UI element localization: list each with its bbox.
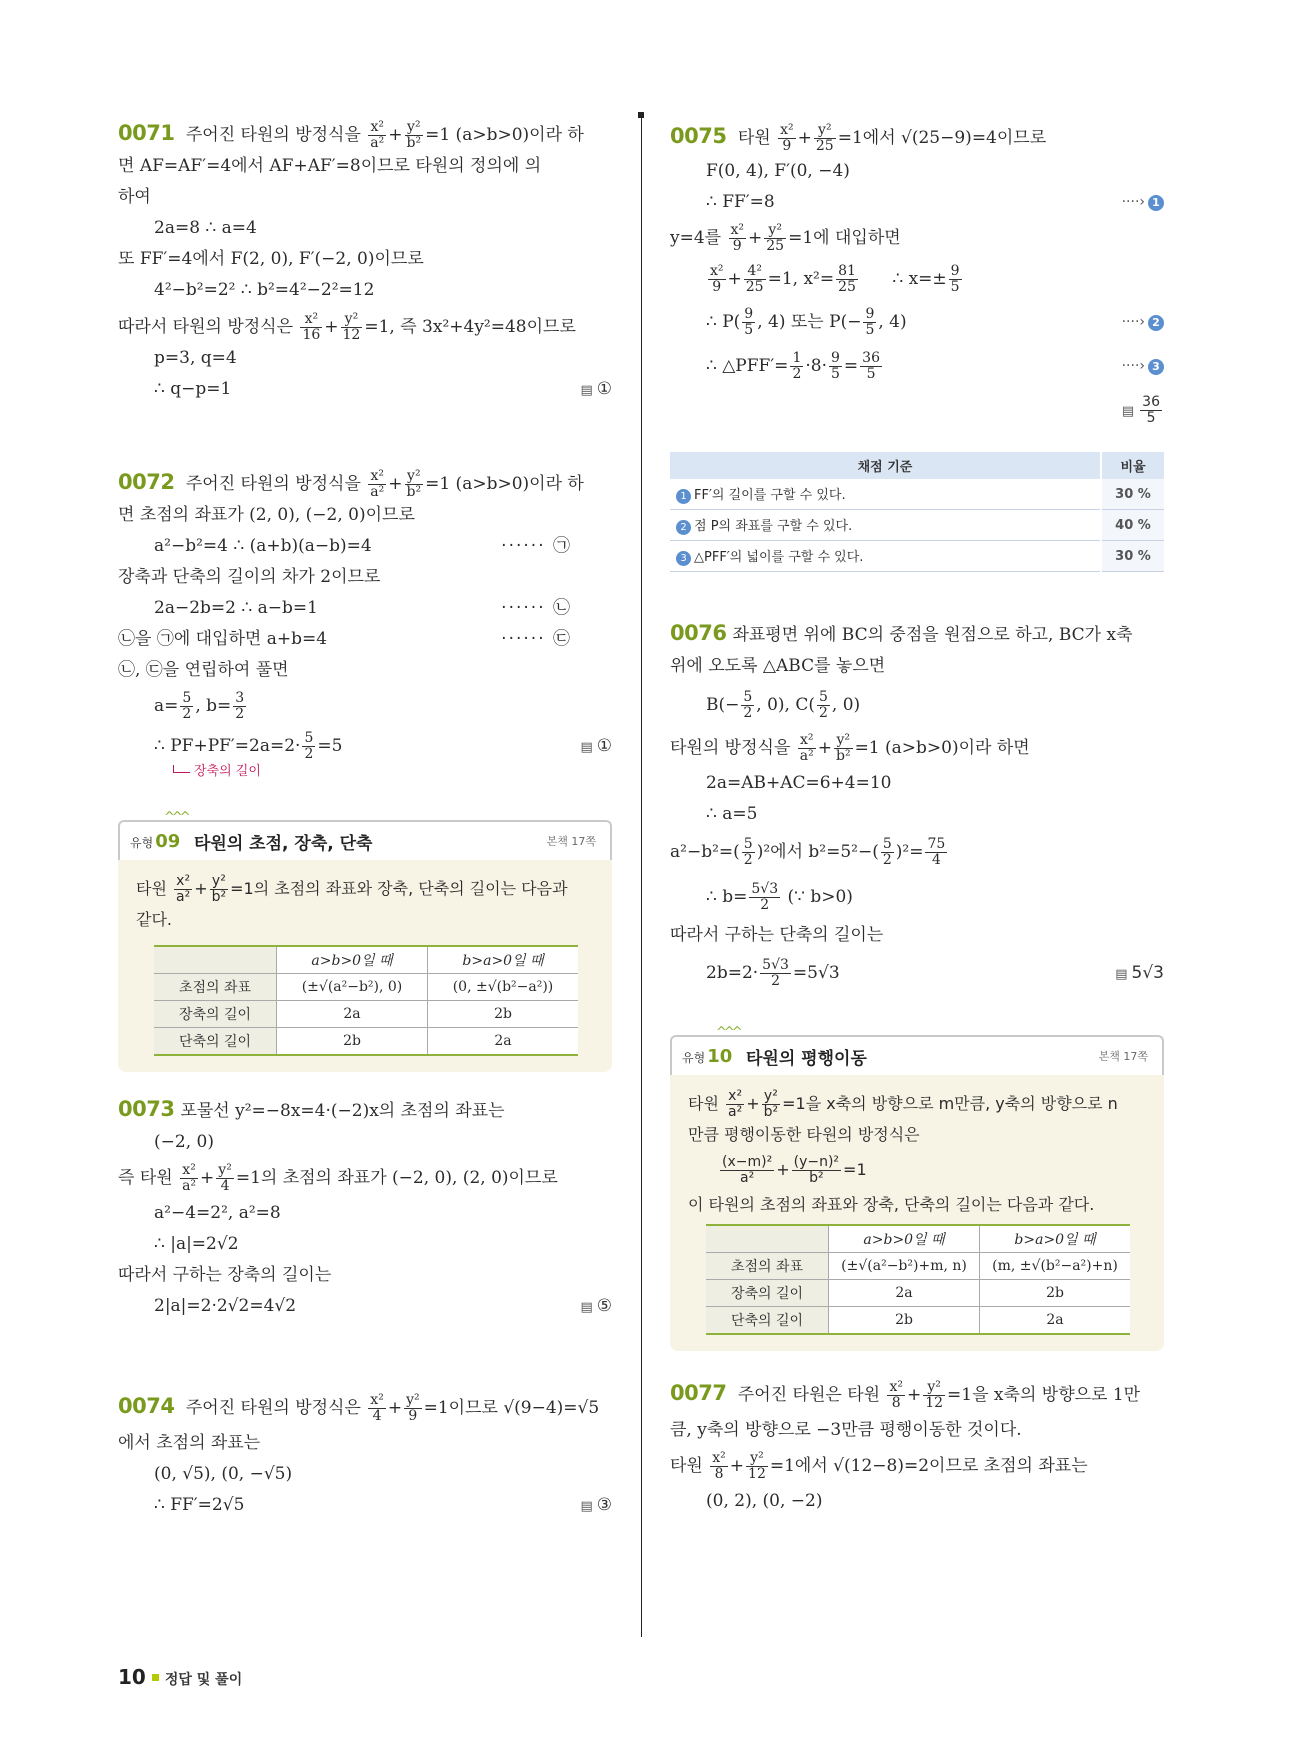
problem-0076: 0076 좌표평면 위에 BC의 중점을 원점으로 하고, BC가 x축 위에 오도록 △ABC를 놓으면 B(− $\frac{5}{2}$ , 0), C( $\frac{5}{2}$ , 0) 타원의 방정식을 $\frac{\text{x²}}{\text{a²}}$ + $\frac{\text{y²}}{\text{b²}}$ =1 (a>b>0)이라 하면 2a=AB+AC=6+4=10 ∴ a=5 a²−b²=( $\frac{5}{2}$ )²에서 b²=5²−( $\frac{5}{2}$ )²= $\frac{75}{4}$ ∴ b= $\frac{5√3}{2}$ (∵ b>0) 따라서 구하는 단축의 길이는 2b=2· $\frac{5√3}{2}$ =5√3 ▤ 5√3: [670, 618, 1164, 995]
zigzag-icon: ^^^: [716, 1025, 740, 1040]
footer-title: 정답 및 풀이: [164, 1672, 243, 1688]
page-number: 10: [118, 1665, 146, 1689]
table-row: 장축의 길이 2a 2b: [154, 1001, 578, 1028]
type-title: 타원의 초점, 장축, 단축: [194, 834, 373, 854]
problem-number: 0076: [670, 621, 727, 645]
step-marker-1: ····› 1: [1122, 187, 1164, 218]
table-row: 초점의 좌표 (±√(a²−b²)+m, n) (m, ±√(b²−a²)+n): [706, 1253, 1130, 1280]
problem-number: 0073: [118, 1097, 175, 1121]
equation-marker: ······ ㉠: [501, 536, 572, 556]
fraction: $\frac{\text{y²}}{\text{b²}}$: [406, 468, 422, 500]
brace-annotation: 장축의 길이: [173, 752, 261, 792]
step-marker-2: ····› 2: [1122, 300, 1164, 344]
type-title: 타원의 평행이동: [746, 1049, 867, 1069]
book-reference: 본책 17쪽: [546, 835, 596, 848]
book-reference: 본책 17쪽: [1098, 1050, 1148, 1063]
type-09-box: ^^^ 유형 09 타원의 초점, 장축, 단축 본책 17쪽 타원 $\frac{\text{x²}}{\text{a²}}$ + $\frac{\text{y²}}{\text{b²}}$ =1의 초점의 좌표와 장축, 단축의 길이는 다음과 같다. a>b>0일 때 b>a>0일 때 초점의 좌표 (±√(a²−b²), 0) (0, ±√(b²−a²)) 장축의 길이 2a 2b 단축의 길이 2b 2a: [118, 820, 612, 1072]
problem-0073: 0073 포물선 y²=−8x=4·(−2)x의 초점의 좌표는 (−2, 0) 즉 타원 $\frac{\text{x²}}{\text{a²}}$ + $\frac{\text{y²}}{4}$ =1의 초점의 좌표가 (−2, 0), (2, 0)이므로 a²−4=2², a²=8 ∴ |a|=2√2 따라서 구하는 장축의 길이는 2|a|=2·2√2=4√2 ▤ ⑤: [118, 1094, 612, 1322]
fraction: $\frac{\text{y²}}{\text{b²}}$: [406, 119, 422, 151]
answer-badge: ▤ ③: [580, 1490, 612, 1522]
column-divider-dot: [638, 112, 644, 118]
answer-badge: ▤ 5√3: [1115, 951, 1164, 997]
problem-0071: 0071 주어진 타원의 방정식을 $\frac{\text{x²}}{\text{a²}}$ + $\frac{\text{y²}}{\text{b²}}$ =1 (a>b>0)이라 하 면 AF=AF′=4에서 AF+AF′=8이므로 타원의 정의에 의 하여 2a=8 ∴ a=4 또 FF′=4에서 F(2, 0), F′(−2, 0)이므로 4²−b²=2² ∴ b²=4²−2²=12 따라서 타원의 방정식은 $\frac{\text{x²}}{16}$ + $\frac{\text{y²}}{12}$ =1, 즉 3x²+4y²=48이므로 p=3, q=4 ∴ q−p=1 ▤ ①: [118, 118, 612, 405]
column-divider: [641, 112, 642, 1637]
problem-number: 0077: [670, 1381, 727, 1405]
problem-0072: 0072 주어진 타원의 방정식을 $\frac{\text{x²}}{\text{a²}}$ + $\frac{\text{y²}}{\text{b²}}$ =1 (a>b>0)이라 하 면 초점의 좌표가 (2, 0), (−2, 0)이므로 a²−b²=4 ∴ (a+b)(a−b)=4 ······ ㉠ 장축과 단축의 길이의 차가 2이므로 2a−2b=2 ∴ a−b=1 ······ ㉡ ㉡을 ㉠에 대입하면 a+b=4 ······ ㉢ ㉡, ㉢을 연립하여 풀면 a= $\frac{5}{2}$ , b= $\frac{3}{2}$ ∴ PF+PF′=2a=2· $\frac{5}{2}$ =5 장축의 길이 ▤ ①: [118, 467, 612, 778]
ellipse-property-table: a>b>0일 때 b>a>0일 때 초점의 좌표 (±√(a²−b²), 0) (0, ±√(b²−a²)) 장축의 길이 2a 2b 단축의 길이 2b 2a: [154, 945, 578, 1056]
table-row: 단축의 길이 2b 2a: [706, 1307, 1130, 1335]
problem-number: 0072: [118, 470, 175, 494]
fraction: $\frac{\text{x²}}{16}$: [302, 311, 321, 343]
type-10-box: ^^^ 유형 10 타원의 평행이동 본책 17쪽 타원 $\frac{\text{x²}}{\text{a²}}$ + $\frac{\text{y²}}{\text{b²}}$ =1을 x축의 방향으로 m만큼, y축의 방향으로 n 만큼 평행이동한 타원의 방정식은 $\frac{\text{(x−m)²}}{\text{a²}}$ + $\frac{\text{(y−n)²}}{\text{b²}}$ =1 이 타원의 초점의 좌표와 장축, 단축의 길이는 다음과 같다. a>b>0일 때 b>a>0일 때 초점의 좌표 (±√(a²−b²)+m, n) (m, ±√(b²−a²)+n) 장축의 길이 2a 2b 단축의 길이 2b 2a: [670, 1035, 1164, 1351]
equation-marker: ······ ㉢: [501, 629, 572, 649]
page-footer: [118, 1665, 242, 1689]
problem-0074: 0074 주어진 타원의 방정식은 $\frac{\text{x²}}{4}$ + $\frac{\text{y²}}{9}$ =1이므로 √(9−4)=√5 에서 초점의 좌표는 (0, √5), (0, −√5) ∴ FF′=2√5 ▤ ③: [118, 1386, 612, 1521]
fraction: $\frac{\text{x²}}{\text{a²}}$: [370, 468, 385, 500]
answer-badge: ▤ $\frac{36}{5}$: [1122, 388, 1164, 434]
problem-number: 0074: [118, 1394, 175, 1418]
translated-ellipse-table: a>b>0일 때 b>a>0일 때 초점의 좌표 (±√(a²−b²)+m, n) (m, ±√(b²−a²)+n) 장축의 길이 2a 2b 단축의 길이 2b 2a: [706, 1224, 1130, 1335]
problem-0077: 0077 주어진 타원은 타원 $\frac{\text{x²}}{8}$ + $\frac{\text{y²}}{12}$ =1을 x축의 방향으로 1만 큼, y축의 방향으로 −3만큼 평행이동한 것이다. 타원 $\frac{\text{x²}}{8}$ + $\frac{\text{y²}}{12}$ =1에서 √(12−8)=2이므로 초점의 좌표는 (0, 2), (0, −2): [670, 1379, 1141, 1511]
table-row: 장축의 길이 2a 2b: [706, 1280, 1130, 1307]
zigzag-icon: ^^^: [164, 810, 188, 825]
problem-0075: 0075 타원 $\frac{\text{x²}}{9}$ + $\frac{\text{y²}}{25}$ =1에서 √(25−9)=4이므로 F(0, 4), F′(0, −4) ∴ FF′=8 ····› 1 y=4를 $\frac{\text{x²}}{9}$ + $\frac{\text{y²}}{25}$ =1에 대입하면 $\frac{\text{x²}}{9}$ + $\frac{\text{4²}}{25}$ =1, x²= $\frac{81}{25}$ ∴ x=± $\frac{9}{5}$ ∴ P( $\frac{9}{5}$ , 4) 또는 P(− $\frac{9}{5}$ , 4) ····› 2 ∴ △PFF′= $\frac{1}{2}$ ·8· $\frac{9}{5}$ = $\frac{36}{5}$ ····› 3 ▤ $\frac{36}{5}$: [670, 118, 1164, 432]
answer-badge: ▤ ⑤: [580, 1291, 612, 1323]
answer-badge: ▤ ①: [580, 374, 612, 406]
step-marker-3: ····› 3: [1122, 344, 1164, 388]
scoring-rubric-table: 채점 기준 비율 1 FF′의 길이를 구할 수 있다. 30 % 2 점 P의 좌표를 구할 수 있다. 40 % 3 △PFF′의 넓이를 구할 수 있다. 30 %: [670, 452, 1164, 572]
problem-number: 0071: [118, 121, 175, 145]
table-row: 3 △PFF′의 넓이를 구할 수 있다. 30 %: [670, 541, 1164, 572]
equation-marker: ······ ㉡: [501, 598, 572, 618]
fraction: $\frac{\text{x²}}{\text{a²}}$: [370, 119, 385, 151]
table-row: 초점의 좌표 (±√(a²−b²), 0) (0, ±√(b²−a²)): [154, 974, 578, 1001]
fraction: $\frac{\text{y²}}{12}$: [342, 311, 361, 343]
right-column: [670, 118, 1164, 1517]
table-row: 2 점 P의 좌표를 구할 수 있다. 40 %: [670, 510, 1164, 541]
problem-number: 0075: [670, 124, 727, 148]
answer-badge: ▤ ①: [580, 726, 612, 768]
table-row: 1 FF′의 길이를 구할 수 있다. 30 %: [670, 479, 1164, 510]
table-row: 단축의 길이 2b 2a: [154, 1028, 578, 1056]
left-column: [118, 118, 612, 1521]
footer-square-icon: [152, 1674, 159, 1681]
